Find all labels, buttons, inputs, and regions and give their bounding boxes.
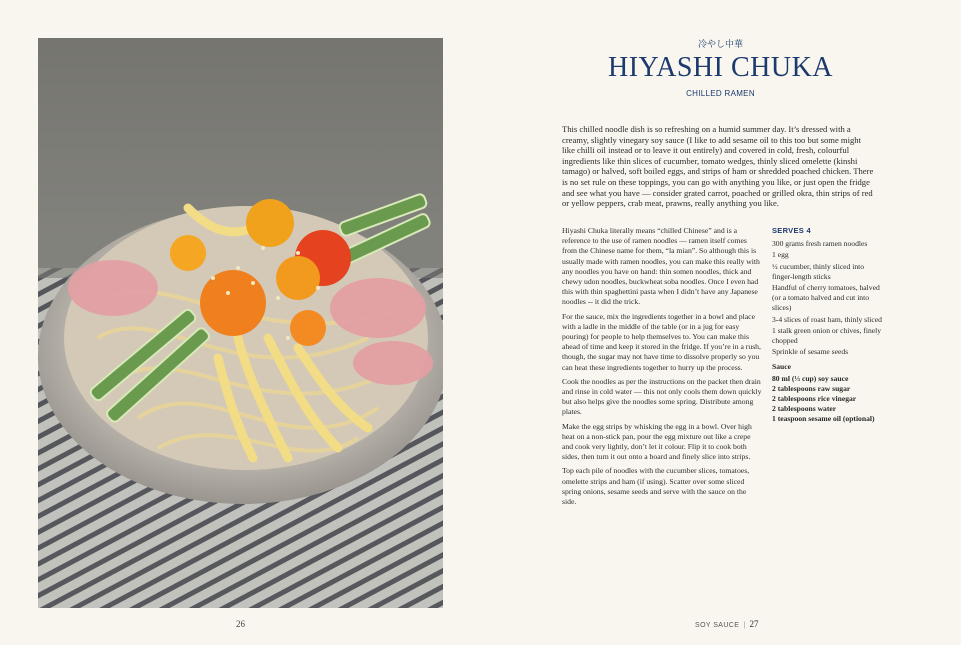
sauce-item: 1 teaspoon sesame oil (optional) xyxy=(772,414,875,424)
left-page xyxy=(0,0,480,645)
sauce-item: 2 tablespoons rice vinegar xyxy=(772,394,857,404)
method-paragraph: For the sauce, mix the ingredients together in a bowl and place with a ladle in the middle of the table (or in a jug for easy pouring) for people to help themselves to. You can make this ahead of time and keep it stored in the fridge. If you’re in a rush, though, the sugar may not have time to dissolve properly so you can heat these ingredients together to hurry up the process. xyxy=(562,311,761,372)
dish-illustration xyxy=(38,38,443,608)
ingredient-item: 300 grams fresh ramen noodles xyxy=(772,239,868,249)
ingredient-item: Handful of cherry tomatoes, halved (or a tomato halved and cut into slices) xyxy=(772,283,880,313)
running-footer xyxy=(695,619,759,629)
method-paragraph: Top each pile of noodles with the cucumber slices, tomatoes, omelette strips and ham (if using). Scatter over some sliced spring onions, sesame seeds and serve with the sauce on the side. xyxy=(562,466,750,507)
footer-divider: | xyxy=(743,622,746,629)
japanese-title: 冷やし中華 xyxy=(697,40,743,50)
ingredient-item: 1 egg xyxy=(772,250,789,260)
sauce-item: 2 tablespoons raw sugar xyxy=(772,383,851,393)
dish-photo xyxy=(38,38,443,608)
sauce-list xyxy=(772,374,884,425)
method-paragraph: Make the egg strips by whisking the egg in a bowl. Over high heat on a non-stick pan, pour the egg mixture out like a crepe and cook very lightly, don’t let it colour. Flip it to cook both sides, then turn it out onto a board and finely slice into strips. xyxy=(562,421,752,462)
ingredient-item: 3-4 slices of roast ham, thinly sliced xyxy=(772,314,882,324)
method-paragraph: Cook the noodles as per the instructions on the packet then drain and rinse in cold water — this not only cools them down quickly but also helps give the noodles some spring. Distribute among plates. xyxy=(562,376,762,417)
recipe-subtitle: CHILLED RAMEN xyxy=(686,89,755,98)
page-number-left: 26 xyxy=(236,619,245,629)
ingredient-item: ½ cucumber, thinly sliced into finger-length sticks xyxy=(772,261,865,281)
ingredient-item: 1 stalk green onion or chives, finely chopped xyxy=(772,325,882,346)
section-name: SOY SAUCE xyxy=(695,622,740,629)
page-number-right: 27 xyxy=(749,619,759,629)
ingredient-item: Sprinkle of sesame seeds xyxy=(772,347,849,357)
serves-heading: SERVES 4 xyxy=(772,226,811,235)
right-page xyxy=(480,0,961,645)
recipe-title: HIYASHI CHUKA xyxy=(607,52,834,83)
sauce-heading: Sauce xyxy=(772,362,791,372)
method-column xyxy=(562,226,762,511)
sauce-item: 80 ml (⅓ cup) soy sauce xyxy=(772,373,849,383)
sauce-item: 2 tablespoons water xyxy=(772,404,837,414)
ingredients-list xyxy=(772,239,884,357)
intro-paragraph: This chilled noodle dish is so refreshing on a humid summer day. It’s dressed with a creamy, slightly vinegary soy sauce (I like to add sesame oil to this too but some might like chilli oil instead or to leave it out entirely) and covered in cold, fresh, colourful ingredients like thin slices of cucumber, tomato wedges, thinly sliced omelette (kinshi tamago) or halved, soft boiled eggs, and strips of ham or shredded poached chicken. There is no set rule on these toppings, you can go with anything you like, or just open the fridge and see what you have — consider grated carrot, poached or grilled okra, thin strips of red or yellow peppers, crab meat, prawns, really anything you like. xyxy=(562,124,874,209)
ingredients-column xyxy=(772,226,884,425)
method-paragraph: Hiyashi Chuka literally means “chilled Chinese” and is a reference to the use of ramen noodles — ramen itself comes from the Chinese name for them, “la mian”. So although this is usually made with ramen noodles, you can make this really with any noodles you have on hand: thin somen noodles, thick and chewy udon noodles, buckwheat soba noodles. Once I even had this with thin spaghettini pasta when I didn’t have any Japanese noodles -- it did the trick. xyxy=(562,226,760,307)
